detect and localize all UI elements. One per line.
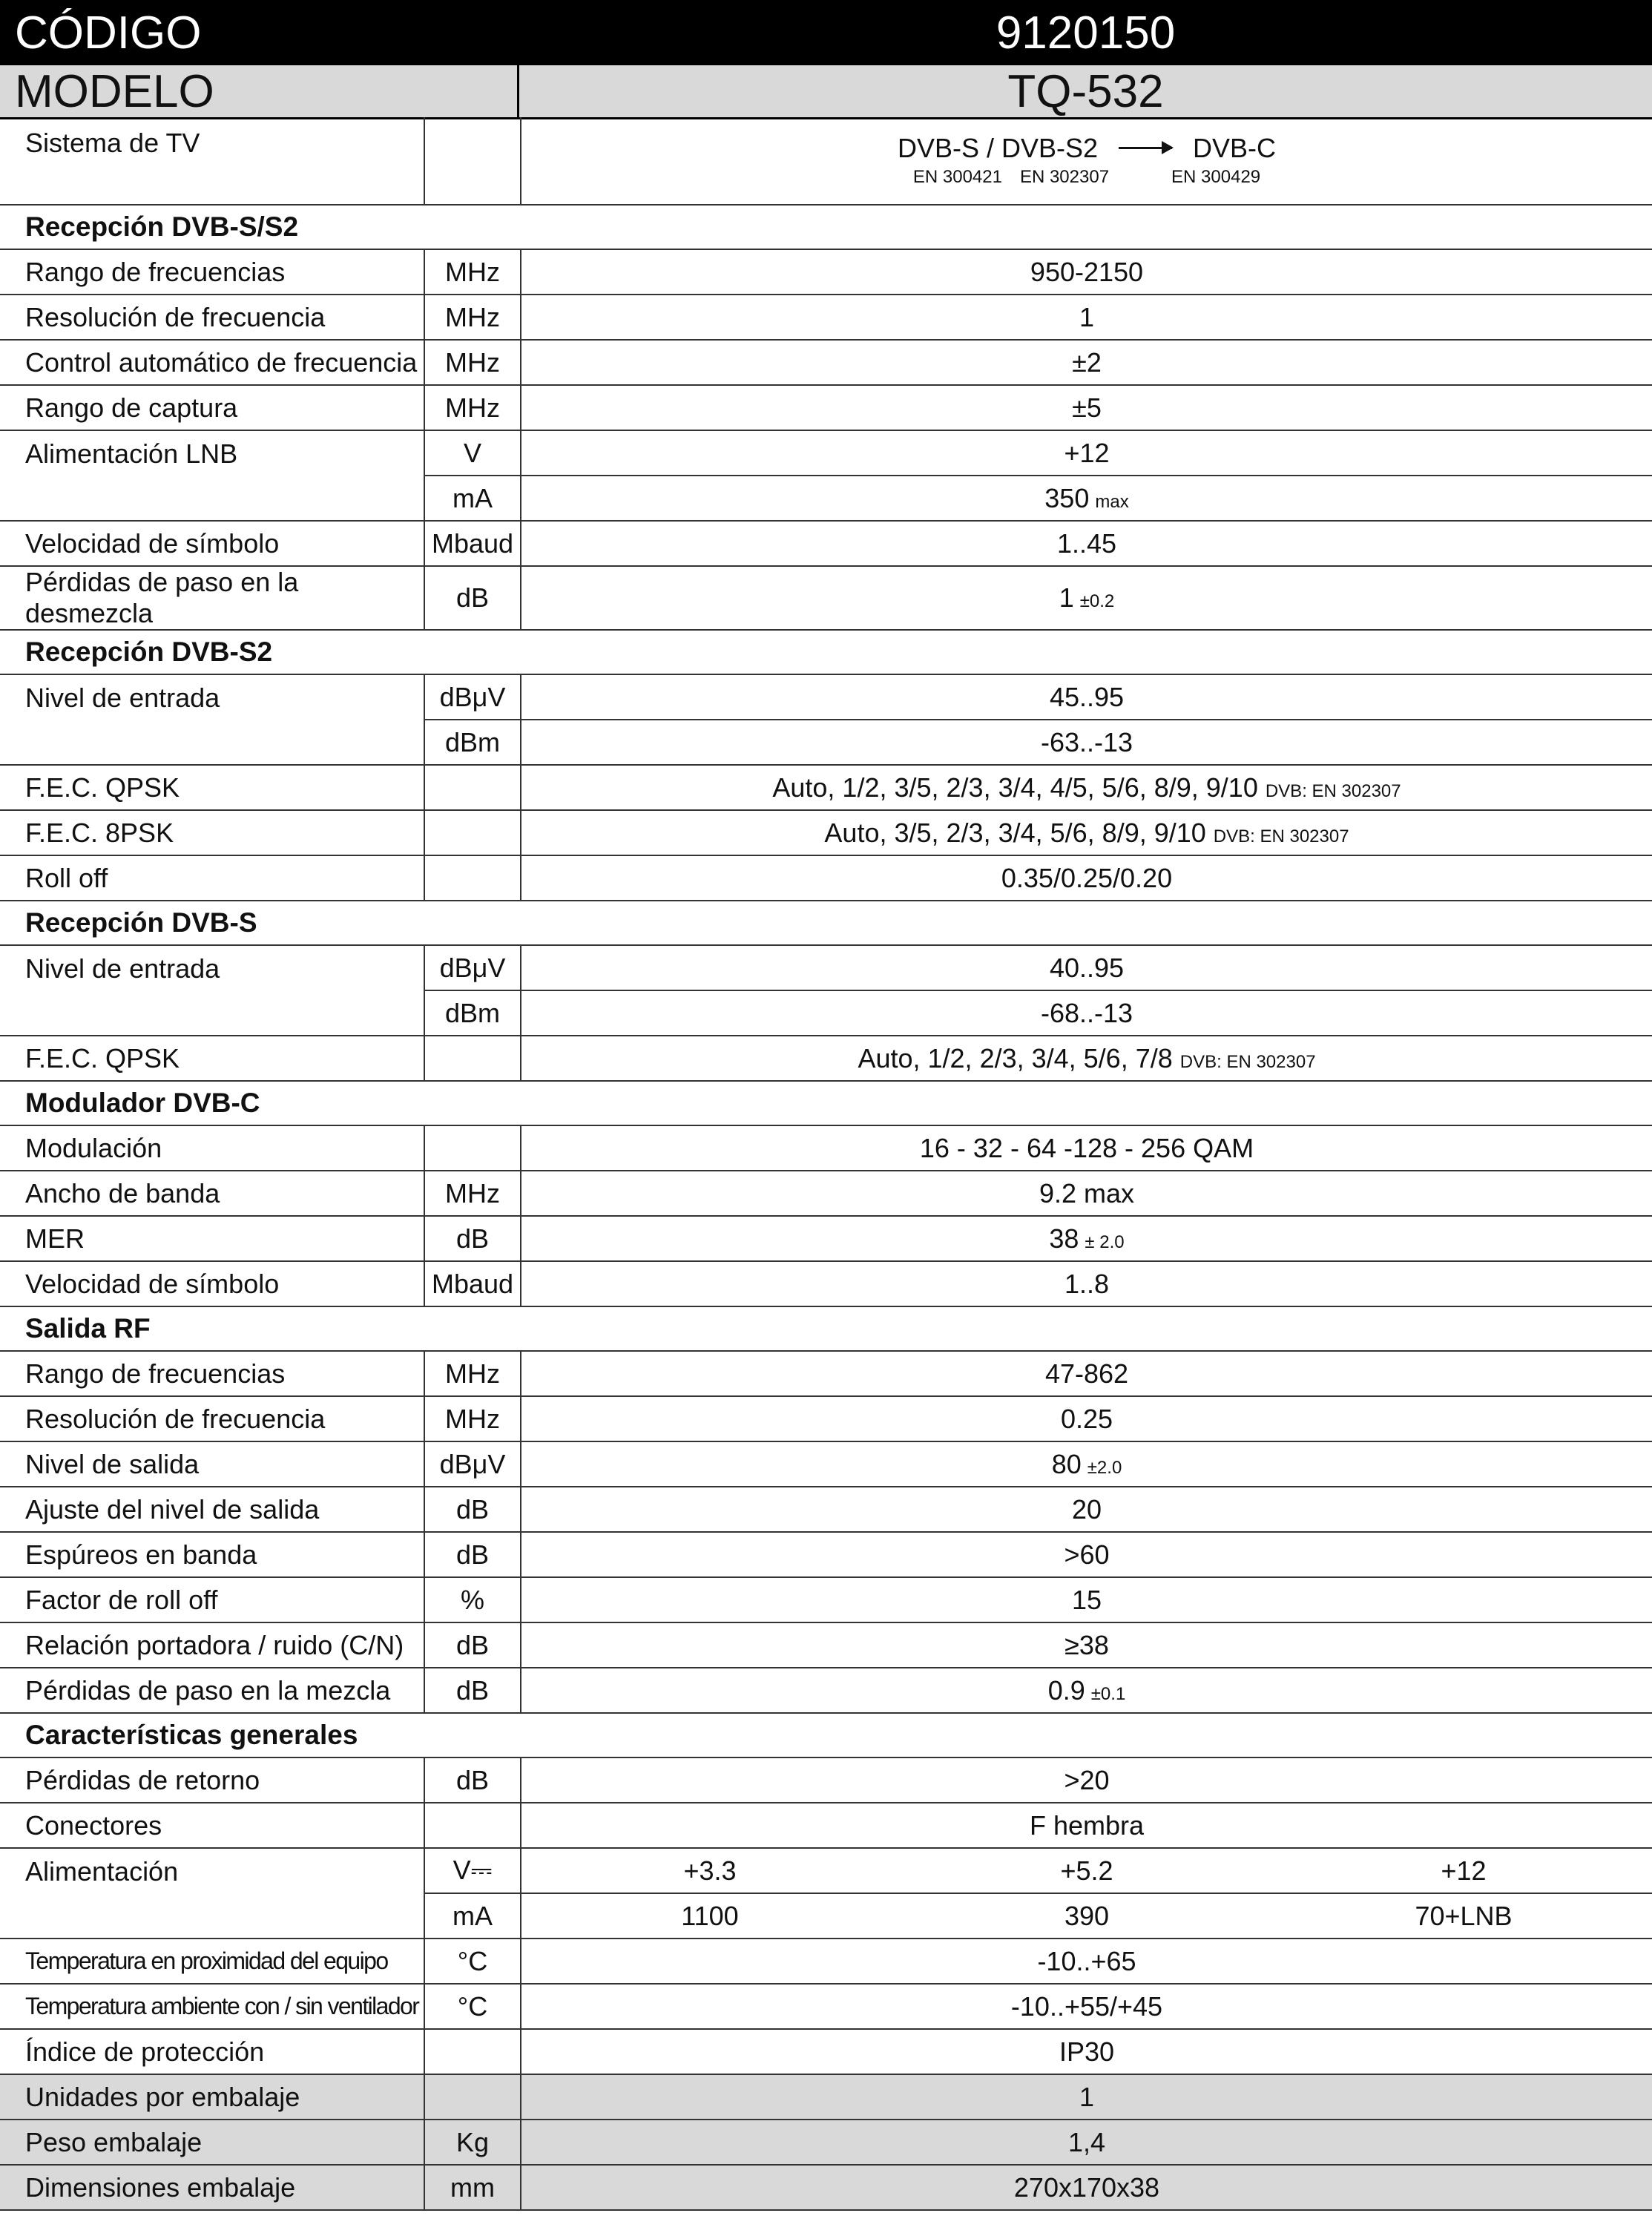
spec-value: 16 - 32 - 64 -128 - 256 QAM	[919, 1132, 1254, 1163]
spec-value-cell	[521, 1757, 1652, 1803]
spec-label: Nivel de entrada	[0, 674, 424, 765]
spec-value-cell	[521, 1216, 1652, 1261]
spec-value: +12	[1064, 437, 1110, 468]
spec-value: -68..-13	[1040, 997, 1133, 1028]
spec-value-cell	[521, 855, 1652, 901]
spec-unit	[424, 1125, 521, 1171]
code-value: 9120150	[996, 7, 1176, 59]
spec-value-cell	[521, 566, 1652, 630]
spec-row	[0, 1036, 1652, 1081]
spec-label: Roll off	[0, 855, 424, 901]
spec-row	[0, 1351, 1652, 1396]
spec-value: 270x170x38	[1013, 2171, 1160, 2203]
spec-value: Auto, 3/5, 2/3, 3/4, 5/6, 8/9, 9/10	[824, 817, 1206, 848]
spec-label: Temperatura en proximidad del equipo	[0, 1939, 424, 1984]
spec-value: ±2	[1072, 346, 1102, 378]
spec-unit: dB	[424, 566, 521, 630]
spec-value-cell	[521, 990, 1652, 1036]
spec-unit: mA	[424, 476, 521, 521]
spec-value: -10..+65	[1037, 1945, 1136, 1976]
spec-value: 9.2 max	[1039, 1177, 1135, 1209]
spec-row	[0, 1668, 1652, 1713]
spec-row	[0, 340, 1652, 385]
spec-value: 80	[1051, 1448, 1082, 1479]
spec-unit	[424, 2074, 521, 2120]
spec-row	[0, 385, 1652, 430]
spec-value-cell	[521, 720, 1652, 765]
section-row	[0, 630, 1652, 674]
spec-value-col: 1100	[681, 1900, 739, 1931]
spec-label: Relación portadora / ruido (C/N)	[0, 1622, 424, 1668]
spec-value-cell	[521, 1487, 1652, 1532]
spec-unit: dBμV	[424, 1441, 521, 1487]
spec-label: Control automático de frecuencia	[0, 340, 424, 385]
spec-label: Pérdidas de paso en la desmezcla	[0, 566, 424, 630]
spec-label: Rango de frecuencias	[0, 249, 424, 295]
spec-label: Modulación	[0, 1125, 424, 1171]
spec-row	[0, 1261, 1652, 1306]
spec-value: 950-2150	[1030, 256, 1144, 287]
spec-unit: mm	[424, 2165, 521, 2210]
spec-unit	[424, 765, 521, 810]
spec-label: F.E.C. QPSK	[0, 1036, 424, 1081]
spec-value: F hembra	[1029, 1809, 1145, 1841]
spec-value-cell	[521, 1984, 1652, 2029]
spec-row	[0, 2074, 1652, 2120]
spec-unit: dBm	[424, 990, 521, 1036]
tv-system-to: DVB-C	[1193, 132, 1277, 163]
spec-unit: MHz	[424, 1351, 521, 1396]
spec-value-cell	[521, 1893, 1652, 1939]
spec-row	[0, 1984, 1652, 2029]
spec-value: 38	[1049, 1223, 1079, 1254]
spec-row	[0, 855, 1652, 901]
spec-unit: MHz	[424, 295, 521, 340]
spec-row	[0, 521, 1652, 566]
spec-label: Conectores	[0, 1803, 424, 1848]
tv-system-row	[0, 117, 1652, 205]
spec-value-cell	[521, 2074, 1652, 2120]
spec-value: 47-862	[1044, 1358, 1129, 1389]
spec-label: Factor de roll off	[0, 1577, 424, 1622]
spec-value-cell	[521, 945, 1652, 990]
spec-tolerance: ±2.0	[1087, 1457, 1122, 1478]
spec-value-cell	[521, 1441, 1652, 1487]
spec-value: IP30	[1059, 2036, 1115, 2067]
spec-value-cell	[521, 1351, 1652, 1396]
spec-value: 1	[1079, 301, 1095, 332]
spec-unit: dB	[424, 1487, 521, 1532]
model-label: MODELO	[0, 65, 519, 117]
spec-label: Alimentación LNB	[0, 430, 424, 521]
spec-label: Ajuste del nivel de salida	[0, 1487, 424, 1532]
tv-system-norm-1: EN 300421	[912, 166, 1002, 187]
section-row	[0, 1713, 1652, 1757]
spec-value-cell	[521, 674, 1652, 720]
spec-value: 20	[1071, 1493, 1102, 1525]
spec-unit	[424, 2029, 521, 2074]
spec-label: Velocidad de símbolo	[0, 1261, 424, 1306]
spec-label: Unidades por embalaje	[0, 2074, 424, 2120]
spec-unit: V⎓	[424, 1848, 521, 1893]
spec-value: 40..95	[1049, 952, 1125, 983]
spec-value: 45..95	[1049, 681, 1125, 712]
spec-row	[0, 2120, 1652, 2165]
spec-row	[0, 2029, 1652, 2074]
section-title: Salida RF	[0, 1306, 1652, 1351]
spec-norm-note: DVB: EN 302307	[1265, 780, 1401, 801]
spec-value-cell	[521, 340, 1652, 385]
spec-value-cell	[521, 1532, 1652, 1577]
model-value: TQ-532	[1007, 65, 1164, 117]
spec-row	[0, 1487, 1652, 1532]
spec-label: Índice de protección	[0, 2029, 424, 2074]
spec-label: Alimentación	[0, 1848, 424, 1939]
spec-value: >20	[1064, 1764, 1110, 1795]
spec-row	[0, 1216, 1652, 1261]
spec-norm-note: DVB: EN 302307	[1179, 1051, 1316, 1072]
spec-unit: MHz	[424, 340, 521, 385]
spec-unit: MHz	[424, 249, 521, 295]
spec-value-cell	[521, 2165, 1652, 2210]
spec-row	[0, 1757, 1652, 1803]
spec-label: Temperatura ambiente con / sin ventilador	[0, 1984, 424, 2029]
spec-value-cell	[521, 1396, 1652, 1441]
spec-label: Rango de captura	[0, 385, 424, 430]
spec-unit	[424, 1803, 521, 1848]
spec-row	[0, 1803, 1652, 1848]
spec-value: 1	[1059, 582, 1074, 613]
spec-value-col: +3.3	[683, 1855, 737, 1886]
spec-unit: MHz	[424, 1396, 521, 1441]
section-row	[0, 205, 1652, 249]
spec-value: ≥38	[1064, 1629, 1109, 1660]
spec-unit: dB	[424, 1532, 521, 1577]
spec-value-cell	[521, 765, 1652, 810]
spec-row	[0, 1171, 1652, 1216]
section-title: Recepción DVB-S	[0, 901, 1652, 945]
spec-label: MER	[0, 1216, 424, 1261]
spec-value: >60	[1064, 1539, 1110, 1570]
spec-value-cell	[521, 1668, 1652, 1713]
spec-row	[0, 1396, 1652, 1441]
model-header	[0, 65, 1652, 119]
spec-value-col: 390	[1064, 1900, 1110, 1931]
spec-value: 1..45	[1056, 527, 1117, 559]
spec-label: Velocidad de símbolo	[0, 521, 424, 566]
spec-label: F.E.C. 8PSK	[0, 810, 424, 855]
spec-label: Pérdidas de retorno	[0, 1757, 424, 1803]
spec-unit: dBm	[424, 720, 521, 765]
spec-row	[0, 674, 1652, 720]
code-header	[0, 0, 1652, 65]
spec-value-cell	[521, 810, 1652, 855]
spec-row	[0, 1622, 1652, 1668]
spec-row	[0, 2165, 1652, 2210]
spec-row	[0, 765, 1652, 810]
spec-row	[0, 295, 1652, 340]
spec-row	[0, 1577, 1652, 1622]
spec-label: Dimensiones embalaje	[0, 2165, 424, 2210]
spec-value-cell	[521, 1171, 1652, 1216]
tv-system-norm-2: EN 302307	[1019, 166, 1110, 187]
spec-label: Resolución de frecuencia	[0, 295, 424, 340]
spec-row	[0, 1848, 1652, 1893]
spec-value-cell	[521, 1803, 1652, 1848]
spec-table	[0, 117, 1652, 2211]
spec-value: Auto, 1/2, 3/5, 2/3, 3/4, 4/5, 5/6, 8/9, 9/10	[772, 772, 1258, 803]
spec-value: 1..8	[1064, 1268, 1110, 1299]
spec-value-cell	[521, 2029, 1652, 2074]
section-row	[0, 1306, 1652, 1351]
section-title: Características generales	[0, 1713, 1652, 1757]
spec-value: 0.25	[1060, 1403, 1113, 1434]
spec-value: 0.35/0.25/0.20	[1001, 862, 1173, 893]
spec-label: F.E.C. QPSK	[0, 765, 424, 810]
spec-row	[0, 810, 1652, 855]
section-row	[0, 901, 1652, 945]
spec-label: Nivel de entrada	[0, 945, 424, 1036]
spec-unit: mA	[424, 1893, 521, 1939]
spec-unit	[424, 1036, 521, 1081]
spec-value: ±5	[1072, 392, 1102, 423]
spec-value-col: 70+LNB	[1415, 1900, 1513, 1931]
spec-value: 0.9	[1047, 1674, 1085, 1706]
code-label: CÓDIGO	[15, 7, 202, 59]
spec-norm-note: DVB: EN 302307	[1213, 826, 1349, 846]
spec-value: Auto, 1/2, 2/3, 3/4, 5/6, 7/8	[858, 1042, 1173, 1073]
spec-value-cell	[521, 295, 1652, 340]
spec-tolerance: ±0.1	[1090, 1683, 1126, 1704]
spec-value: -10..+55/+45	[1010, 1990, 1163, 2022]
spec-row	[0, 430, 1652, 476]
spec-row	[0, 1441, 1652, 1487]
spec-value: 15	[1071, 1584, 1102, 1615]
spec-unit: dB	[424, 1757, 521, 1803]
spec-value: 1	[1079, 2081, 1095, 2112]
spec-value-cell	[521, 476, 1652, 521]
spec-label: Peso embalaje	[0, 2120, 424, 2165]
spec-value-cell	[521, 1939, 1652, 1984]
arrow-right-icon	[1119, 147, 1172, 149]
spec-tolerance: ±0.2	[1079, 591, 1115, 611]
spec-value-cell	[521, 1261, 1652, 1306]
spec-value-cell	[521, 1577, 1652, 1622]
spec-unit: °C	[424, 1984, 521, 2029]
spec-unit: °C	[424, 1939, 521, 1984]
spec-row	[0, 1125, 1652, 1171]
spec-value-cell	[521, 249, 1652, 295]
spec-value-cell	[521, 1622, 1652, 1668]
tv-system-unit	[424, 117, 521, 205]
spec-unit: MHz	[424, 385, 521, 430]
spec-value-cell	[521, 430, 1652, 476]
spec-row	[0, 566, 1652, 630]
tv-system-from: DVB-S / DVB-S2	[897, 132, 1099, 163]
spec-label: Resolución de frecuencia	[0, 1396, 424, 1441]
spec-unit: dB	[424, 1216, 521, 1261]
spec-unit: %	[424, 1577, 521, 1622]
spec-label: Espúreos en banda	[0, 1532, 424, 1577]
spec-row	[0, 249, 1652, 295]
spec-value-col: +12	[1441, 1855, 1487, 1886]
spec-label: Pérdidas de paso en la mezcla	[0, 1668, 424, 1713]
spec-tolerance: ± 2.0	[1085, 1232, 1125, 1252]
spec-unit: Mbaud	[424, 521, 521, 566]
spec-value-cell	[521, 385, 1652, 430]
spec-value-cell	[521, 1036, 1652, 1081]
spec-unit: dBμV	[424, 674, 521, 720]
spec-unit	[424, 810, 521, 855]
spec-unit: dB	[424, 1622, 521, 1668]
spec-unit: Mbaud	[424, 1261, 521, 1306]
spec-unit: dBμV	[424, 945, 521, 990]
spec-label: Rango de frecuencias	[0, 1351, 424, 1396]
spec-unit: V	[424, 430, 521, 476]
section-title: Recepción DVB-S2	[0, 630, 1652, 674]
spec-row	[0, 1532, 1652, 1577]
spec-tolerance: max	[1095, 491, 1129, 512]
tv-system-label: Sistema de TV	[0, 117, 424, 205]
spec-value: 350	[1044, 482, 1090, 513]
tv-system-norm-3: EN 300429	[1171, 166, 1261, 187]
section-title: Recepción DVB-S/S2	[0, 205, 1652, 249]
section-title: Modulador DVB-C	[0, 1081, 1652, 1125]
spec-value: 1,4	[1067, 2126, 1106, 2157]
spec-unit: MHz	[424, 1171, 521, 1216]
tv-system-value	[521, 117, 1652, 205]
spec-value-cell	[521, 1125, 1652, 1171]
spec-value-cell	[521, 521, 1652, 566]
spec-value-cell	[521, 2120, 1652, 2165]
spec-label: Nivel de salida	[0, 1441, 424, 1487]
spec-unit: dB	[424, 1668, 521, 1713]
spec-label: Ancho de banda	[0, 1171, 424, 1216]
spec-value-cell	[521, 1848, 1652, 1893]
spec-value: -63..-13	[1040, 726, 1133, 757]
spec-unit	[424, 855, 521, 901]
spec-row	[0, 1939, 1652, 1984]
spec-row	[0, 945, 1652, 990]
spec-unit: Kg	[424, 2120, 521, 2165]
section-row	[0, 1081, 1652, 1125]
spec-value-col: +5.2	[1060, 1855, 1113, 1886]
